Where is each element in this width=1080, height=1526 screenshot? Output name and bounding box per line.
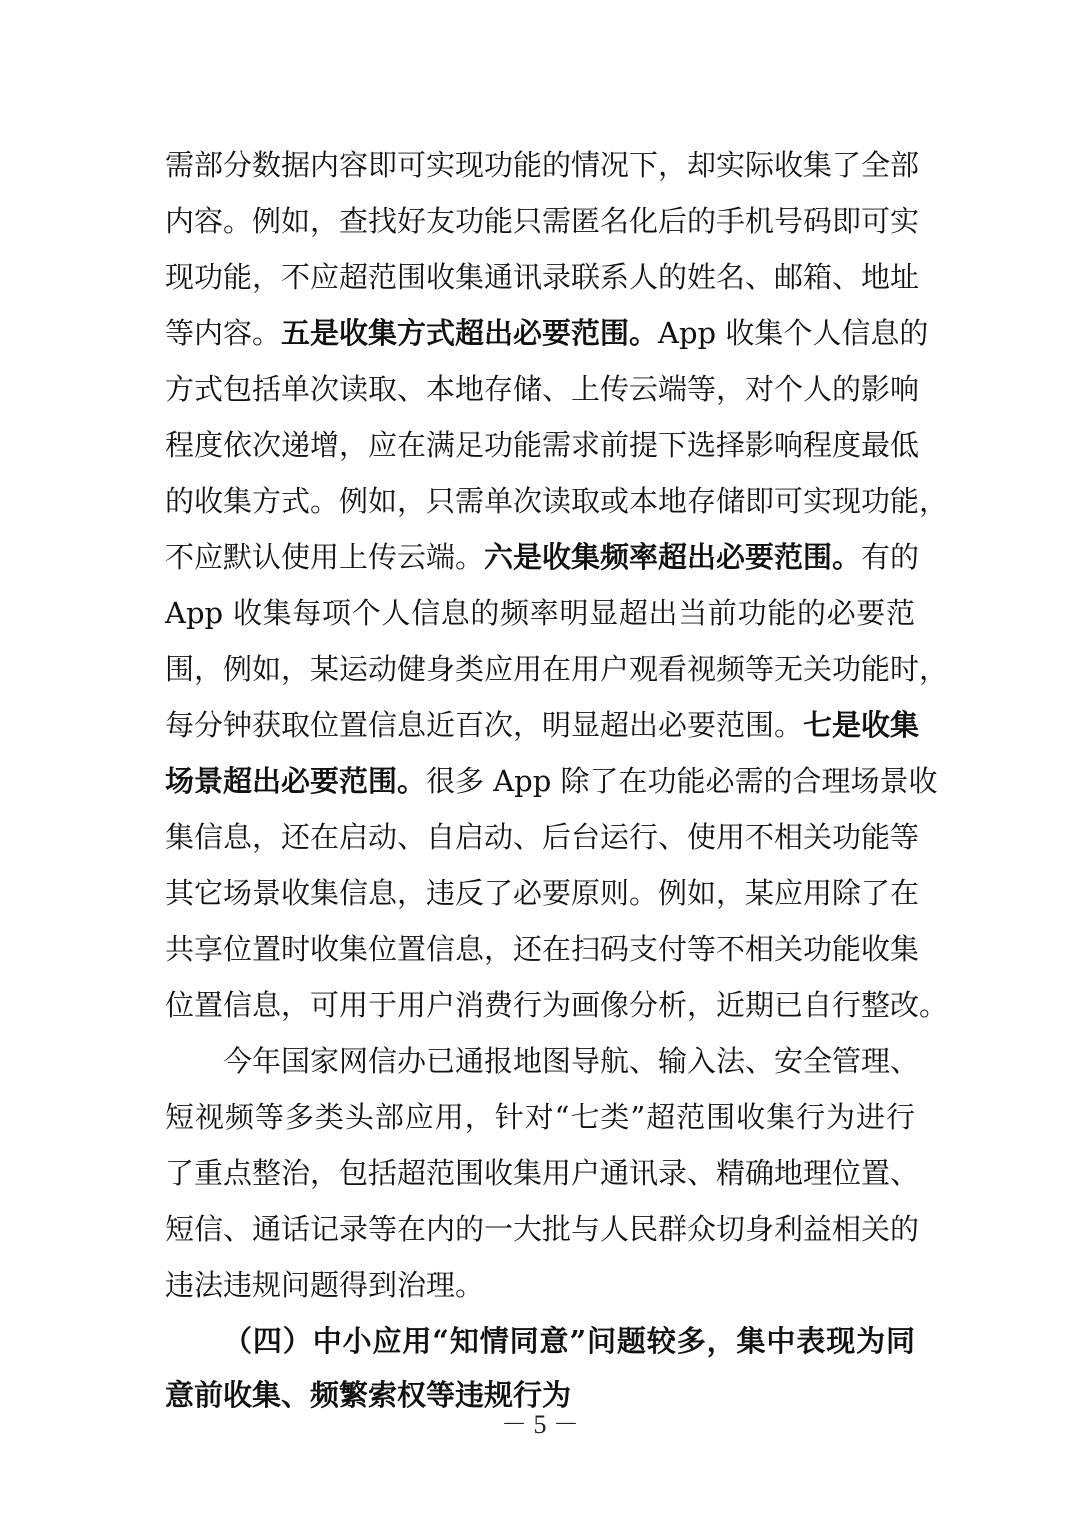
text-line — [165, 313, 929, 353]
text-line — [165, 201, 920, 241]
text-line — [223, 1041, 920, 1081]
text-run: App 收集每项个人信息的频率明显超出当前功能的必要范 — [165, 596, 915, 630]
text-line — [165, 145, 920, 185]
text-run: App 收集个人信息的 — [658, 316, 929, 350]
text-line — [165, 1265, 915, 1305]
text-run: 共享位置时收集位置信息，还在扫码支付等不相关功能收集 — [165, 932, 920, 966]
text-run: 了重点整治，包括超范围收集用户通讯录、精确地理位置、 — [165, 1156, 920, 1190]
text-run: 不应默认使用上传云端。 — [165, 540, 485, 574]
text-run: 围，例如，某运动健身类应用在用户观看视频等无关功能时， — [165, 652, 949, 686]
text-run: 方式包括单次读取、本地存储、上传云端等，对个人的影响 — [165, 372, 920, 406]
text-run: 很多 App 除了在功能必需的合理场景收 — [426, 764, 938, 798]
bold-text-run: 五是收集方式超出必要范围。 — [281, 316, 659, 350]
text-line — [165, 425, 920, 465]
text-line — [165, 985, 949, 1025]
text-run: 今年国家网信办已通报地图导航、输入法、安全管理、 — [223, 1044, 920, 1078]
text-line — [165, 1097, 915, 1137]
bold-text-run: （四）中小应用“知情同意”问题较多，集中表现为同 — [223, 1324, 915, 1358]
text-line — [165, 257, 920, 297]
text-line — [165, 593, 915, 633]
text-run: 位置信息，可用于用户消费行为画像分析，近期已自行整改。 — [165, 988, 949, 1022]
text-run: 的收集方式。例如，只需单次读取或本地存储即可实现功能， — [165, 484, 949, 518]
text-run: 需部分数据内容即可实现功能的情况下，却实际收集了全部 — [165, 148, 920, 182]
text-line — [165, 1209, 920, 1249]
section-heading-line — [223, 1321, 915, 1361]
text-line — [165, 1153, 920, 1193]
text-run: 短视频等多类头部应用，针对“七类”超范围收集行为进行 — [165, 1100, 915, 1134]
text-line — [165, 481, 949, 521]
bold-text-run: 七是收集 — [803, 708, 920, 742]
text-run: 违法违规问题得到治理。 — [165, 1268, 485, 1302]
page-number: － 5 － — [500, 1410, 579, 1439]
text-line — [165, 537, 920, 577]
text-run: 其它场景收集信息，违反了必要原则。例如，某应用除了在 — [165, 876, 920, 910]
text-run: 集信息，还在启动、自启动、后台运行、使用不相关功能等 — [165, 820, 920, 854]
text-line — [165, 369, 920, 409]
text-run: 程度依次递增，应在满足功能需求前提下选择影响程度最低 — [165, 428, 920, 462]
text-line — [165, 929, 920, 969]
text-line — [165, 761, 938, 801]
bold-text-run: 意前收集、频繁索权等违规行为 — [165, 1378, 572, 1412]
text-run: 短信、通话记录等在内的一大批与人民群众切身利益相关的 — [165, 1212, 920, 1246]
text-line — [165, 705, 920, 745]
text-line — [165, 817, 920, 857]
text-line — [165, 649, 949, 689]
text-run: 现功能，不应超范围收集通讯录联系人的姓名、邮箱、地址 — [165, 260, 920, 294]
text-line — [165, 873, 920, 913]
text-run: 每分钟获取位置信息近百次，明显超出必要范围。 — [165, 708, 804, 742]
text-run: 有的 — [861, 540, 920, 574]
bold-text-run: 场景超出必要范围。 — [165, 764, 427, 798]
bold-text-run: 六是收集频率超出必要范围。 — [484, 540, 862, 574]
text-run: 内容。例如，查找好友功能只需匿名化后的手机号码即可实 — [165, 204, 920, 238]
text-run: 等内容。 — [165, 316, 282, 350]
